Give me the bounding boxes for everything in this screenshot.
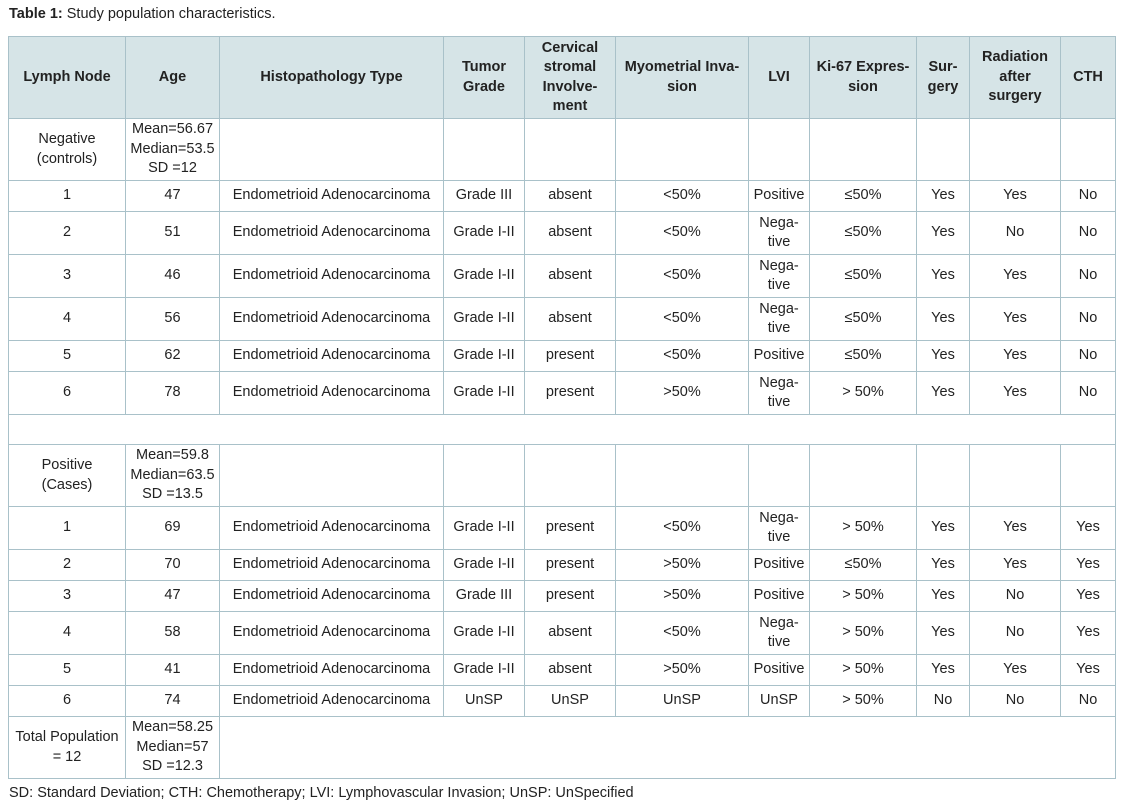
cell-histopathology: Endometrioid Adenocarcinoma	[220, 341, 444, 372]
cell-radiation: No	[970, 612, 1061, 655]
header-surgery: Sur-gery	[917, 37, 970, 119]
cell-cervical: UnSP	[525, 686, 616, 717]
cell-tumor-grade: Grade I-II	[444, 341, 525, 372]
cell-surgery: Yes	[917, 212, 970, 255]
cell-age: 56	[126, 298, 220, 341]
cell-lvi: Positive	[749, 550, 810, 581]
cell-cervical: present	[525, 581, 616, 612]
positive-section-row	[9, 445, 1116, 507]
total-label: Total Population = 12	[9, 717, 126, 779]
cell-myometrial: <50%	[616, 341, 749, 372]
cell-tumor-grade: Grade I-II	[444, 507, 525, 550]
cell-myometrial: >50%	[616, 581, 749, 612]
table-row	[9, 341, 1116, 372]
cell-lymph-node: 6	[9, 372, 126, 415]
cell-tumor-grade: Grade III	[444, 181, 525, 212]
cell-radiation: No	[970, 581, 1061, 612]
header-ki67: Ki-67 Expres-sion	[810, 37, 917, 119]
header-myometrial: Myometrial Inva-sion	[616, 37, 749, 119]
table-row	[9, 612, 1116, 655]
cell-lvi: Positive	[749, 581, 810, 612]
cell-ki67: > 50%	[810, 686, 917, 717]
header-histopathology: Histopathology Type	[220, 37, 444, 119]
cell-cth: Yes	[1061, 550, 1116, 581]
cell-lymph-node: 1	[9, 507, 126, 550]
table-row	[9, 655, 1116, 686]
table-footnote: SD: Standard Deviation; CTH: Chemotherapy; LVI: Lymphovascular Invasion; UnSP: UnSpecified	[9, 785, 634, 801]
cell-ki67: > 50%	[810, 372, 917, 415]
cell-cervical: absent	[525, 298, 616, 341]
cell-tumor-grade: UnSP	[444, 686, 525, 717]
cell-radiation: Yes	[970, 341, 1061, 372]
cell-tumor-grade: Grade I-II	[444, 212, 525, 255]
table-row	[9, 550, 1116, 581]
cell-surgery: Yes	[917, 181, 970, 212]
cell-surgery: Yes	[917, 341, 970, 372]
cell-radiation: Yes	[970, 181, 1061, 212]
total-row	[9, 717, 1116, 779]
negative-section-row	[9, 119, 1116, 181]
cell-lymph-node: 5	[9, 341, 126, 372]
cell-histopathology: Endometrioid Adenocarcinoma	[220, 550, 444, 581]
cell-age: 69	[126, 507, 220, 550]
cell-lymph-node: 3	[9, 255, 126, 298]
cell-radiation: No	[970, 686, 1061, 717]
cell-histopathology: Endometrioid Adenocarcinoma	[220, 507, 444, 550]
total-age-stats: Mean=58.25 Median=57 SD =12.3	[126, 717, 220, 779]
cell-surgery: Yes	[917, 372, 970, 415]
cell-cervical: present	[525, 372, 616, 415]
cell-radiation: Yes	[970, 372, 1061, 415]
cell-lvi: Positive	[749, 181, 810, 212]
cell-radiation: Yes	[970, 298, 1061, 341]
cell-lvi: Nega-tive	[749, 255, 810, 298]
cell-cth: No	[1061, 212, 1116, 255]
header-lymph-node: Lymph Node	[9, 37, 126, 119]
cell-surgery: Yes	[917, 298, 970, 341]
cell-myometrial: <50%	[616, 507, 749, 550]
cell-histopathology: Endometrioid Adenocarcinoma	[220, 372, 444, 415]
cell-surgery: No	[917, 686, 970, 717]
header-tumor-grade: Tumor Grade	[444, 37, 525, 119]
cell-ki67: ≤50%	[810, 181, 917, 212]
cell-tumor-grade: Grade I-II	[444, 372, 525, 415]
cell-histopathology: Endometrioid Adenocarcinoma	[220, 298, 444, 341]
cell-ki67: ≤50%	[810, 550, 917, 581]
cell-ki67: ≤50%	[810, 212, 917, 255]
cell-cervical: absent	[525, 655, 616, 686]
cell-age: 46	[126, 255, 220, 298]
header-lvi: LVI	[749, 37, 810, 119]
cell-lvi: Nega-tive	[749, 372, 810, 415]
cell-radiation: No	[970, 212, 1061, 255]
cell-age: 41	[126, 655, 220, 686]
cell-lvi: Positive	[749, 341, 810, 372]
cell-age: 74	[126, 686, 220, 717]
cell-myometrial: <50%	[616, 298, 749, 341]
cell-cth: Yes	[1061, 581, 1116, 612]
cell-radiation: Yes	[970, 255, 1061, 298]
table-caption	[9, 6, 276, 22]
cell-cervical: absent	[525, 612, 616, 655]
cell-surgery: Yes	[917, 255, 970, 298]
cell-age: 51	[126, 212, 220, 255]
cell-radiation: Yes	[970, 507, 1061, 550]
cell-myometrial: <50%	[616, 181, 749, 212]
cell-age: 78	[126, 372, 220, 415]
cell-cervical: present	[525, 550, 616, 581]
cell-lymph-node: 1	[9, 181, 126, 212]
cell-histopathology: Endometrioid Adenocarcinoma	[220, 612, 444, 655]
cell-cth: Yes	[1061, 655, 1116, 686]
table-row	[9, 507, 1116, 550]
cell-ki67: ≤50%	[810, 298, 917, 341]
cell-myometrial: <50%	[616, 612, 749, 655]
cell-radiation: Yes	[970, 550, 1061, 581]
cell-cervical: present	[525, 341, 616, 372]
header-cth: CTH	[1061, 37, 1116, 119]
cell-cervical: present	[525, 507, 616, 550]
cell-tumor-grade: Grade I-II	[444, 550, 525, 581]
cell-cth: Yes	[1061, 507, 1116, 550]
cell-cth: No	[1061, 298, 1116, 341]
cell-myometrial: >50%	[616, 372, 749, 415]
caption-label: Table 1:	[9, 6, 63, 22]
cell-age: 70	[126, 550, 220, 581]
table-row	[9, 212, 1116, 255]
cell-histopathology: Endometrioid Adenocarcinoma	[220, 686, 444, 717]
cell-age: 58	[126, 612, 220, 655]
positive-age-stats: Mean=59.8 Median=63.5 SD =13.5	[126, 445, 220, 507]
cell-surgery: Yes	[917, 655, 970, 686]
cell-lvi: Nega-tive	[749, 298, 810, 341]
cell-radiation: Yes	[970, 655, 1061, 686]
cell-ki67: > 50%	[810, 655, 917, 686]
cell-cervical: absent	[525, 255, 616, 298]
cell-tumor-grade: Grade I-II	[444, 612, 525, 655]
cell-lymph-node: 6	[9, 686, 126, 717]
header-cervical: Cervical stromal Involve-ment	[525, 37, 616, 119]
cell-tumor-grade: Grade I-II	[444, 298, 525, 341]
cell-ki67: > 50%	[810, 581, 917, 612]
positive-label: Positive (Cases)	[9, 445, 126, 507]
cell-ki67: ≤50%	[810, 255, 917, 298]
cell-myometrial: >50%	[616, 655, 749, 686]
cell-surgery: Yes	[917, 507, 970, 550]
cell-lymph-node: 4	[9, 612, 126, 655]
cell-cervical: absent	[525, 181, 616, 212]
cell-cervical: absent	[525, 212, 616, 255]
cell-myometrial: <50%	[616, 255, 749, 298]
cell-histopathology: Endometrioid Adenocarcinoma	[220, 655, 444, 686]
cell-surgery: Yes	[917, 581, 970, 612]
cell-lvi: UnSP	[749, 686, 810, 717]
table-row	[9, 686, 1116, 717]
cell-histopathology: Endometrioid Adenocarcinoma	[220, 212, 444, 255]
caption-text: Study population characteristics.	[62, 6, 276, 22]
cell-age: 47	[126, 181, 220, 212]
cell-ki67: ≤50%	[810, 341, 917, 372]
cell-lymph-node: 4	[9, 298, 126, 341]
cell-cth: No	[1061, 255, 1116, 298]
cell-ki67: > 50%	[810, 612, 917, 655]
cell-cth: No	[1061, 181, 1116, 212]
cell-histopathology: Endometrioid Adenocarcinoma	[220, 581, 444, 612]
cell-cth: No	[1061, 341, 1116, 372]
cell-lymph-node: 2	[9, 550, 126, 581]
negative-label: Negative (controls)	[9, 119, 126, 181]
cell-surgery: Yes	[917, 612, 970, 655]
cell-cth: No	[1061, 372, 1116, 415]
cell-tumor-grade: Grade III	[444, 581, 525, 612]
cell-myometrial: UnSP	[616, 686, 749, 717]
table-row	[9, 298, 1116, 341]
spacer-row	[9, 415, 1116, 445]
table-row	[9, 255, 1116, 298]
cell-ki67: > 50%	[810, 507, 917, 550]
cell-histopathology: Endometrioid Adenocarcinoma	[220, 181, 444, 212]
cell-tumor-grade: Grade I-II	[444, 255, 525, 298]
cell-age: 47	[126, 581, 220, 612]
cell-surgery: Yes	[917, 550, 970, 581]
cell-cth: Yes	[1061, 612, 1116, 655]
study-population-table	[8, 36, 1116, 779]
table-row	[9, 181, 1116, 212]
cell-lymph-node: 5	[9, 655, 126, 686]
cell-histopathology: Endometrioid Adenocarcinoma	[220, 255, 444, 298]
cell-lymph-node: 3	[9, 581, 126, 612]
cell-lvi: Nega-tive	[749, 612, 810, 655]
cell-myometrial: >50%	[616, 550, 749, 581]
cell-lvi: Positive	[749, 655, 810, 686]
cell-lvi: Nega-tive	[749, 507, 810, 550]
negative-age-stats: Mean=56.67 Median=53.5 SD =12	[126, 119, 220, 181]
cell-lvi: Nega-tive	[749, 212, 810, 255]
cell-cth: No	[1061, 686, 1116, 717]
cell-myometrial: <50%	[616, 212, 749, 255]
cell-age: 62	[126, 341, 220, 372]
cell-lymph-node: 2	[9, 212, 126, 255]
cell-tumor-grade: Grade I-II	[444, 655, 525, 686]
header-age: Age	[126, 37, 220, 119]
table-row	[9, 581, 1116, 612]
table-row	[9, 372, 1116, 415]
header-row	[9, 37, 1116, 119]
header-radiation: Radiation after surgery	[970, 37, 1061, 119]
